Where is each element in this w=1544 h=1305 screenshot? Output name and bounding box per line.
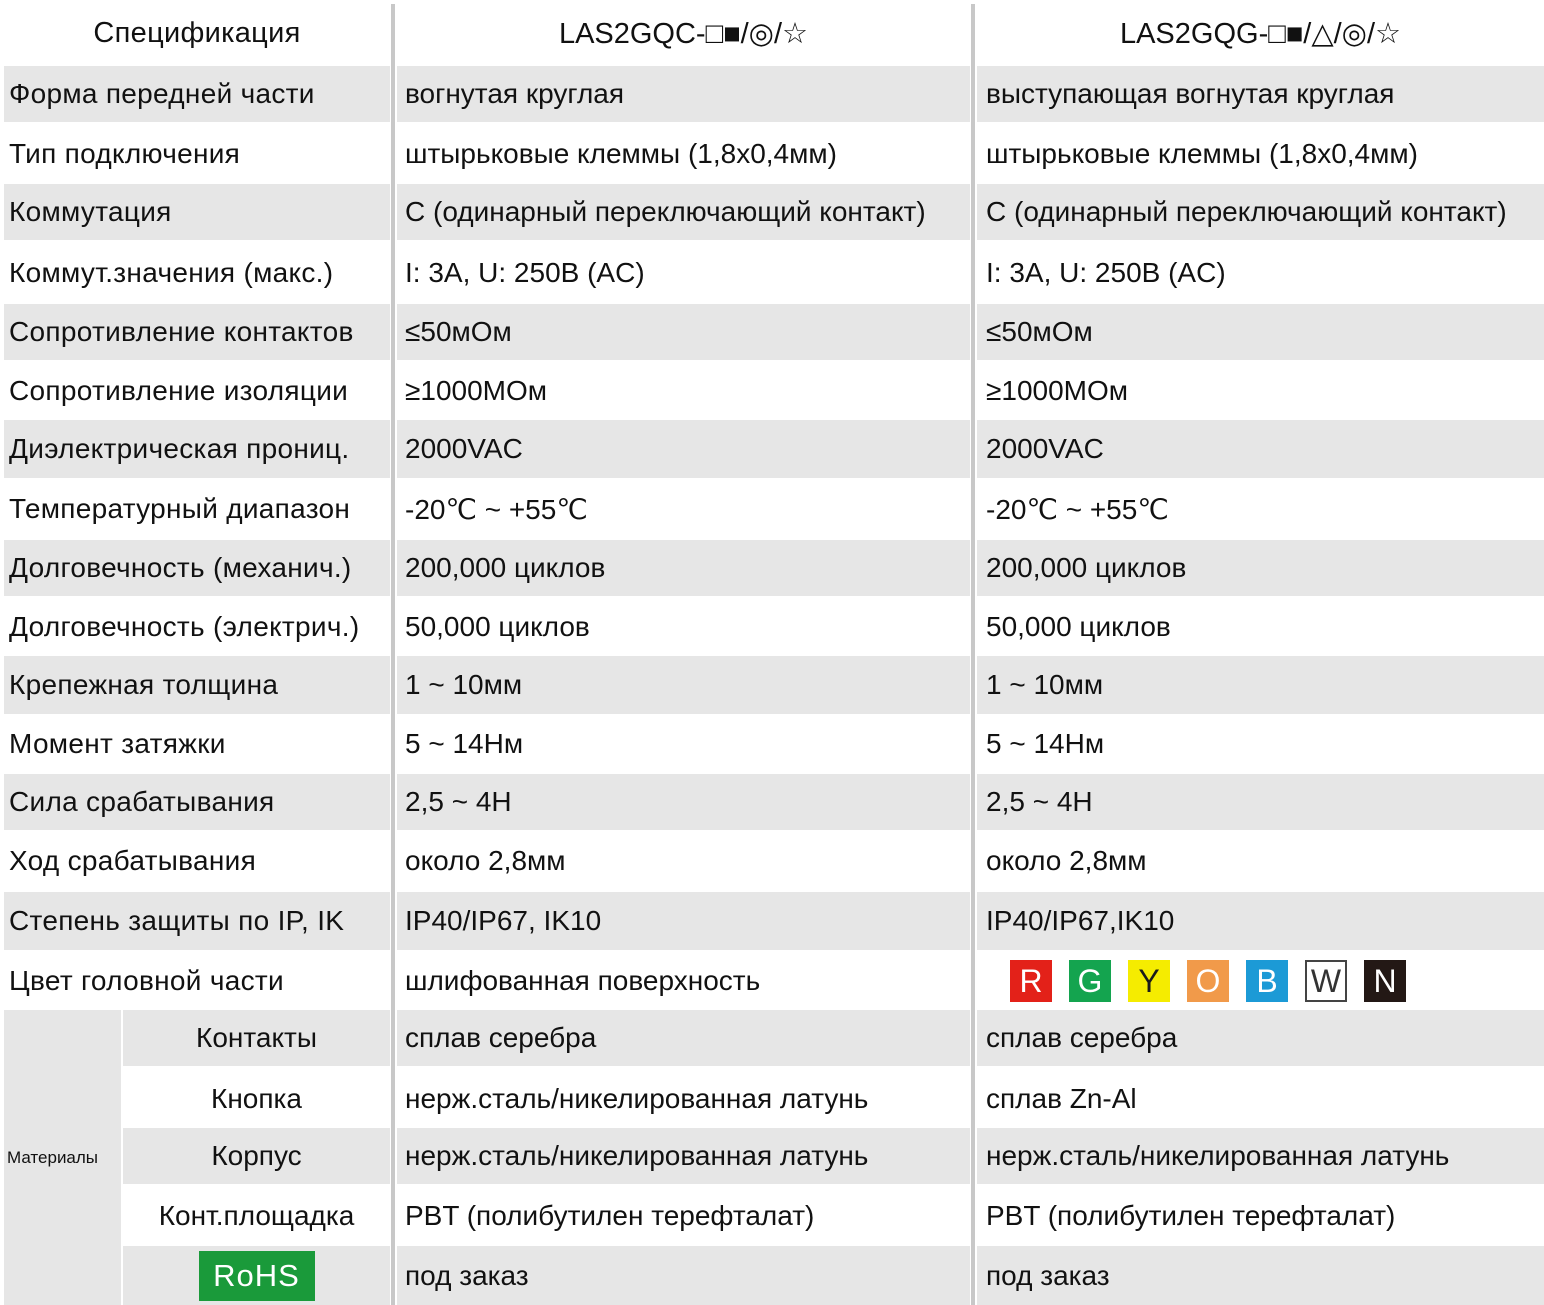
row-value-2: 50,000 циклов (986, 611, 1171, 642)
row-label: Форма передней части (4, 66, 390, 122)
head-color-swatches (977, 952, 1544, 1010)
row-value-2: -20℃ ~ +55℃ (986, 493, 1169, 525)
column-divider (971, 4, 975, 1305)
material-label: Кнопка (211, 1083, 302, 1114)
table-row (0, 304, 1544, 360)
row-label: Сила срабатывания (4, 774, 390, 830)
row-value-1: штырьковые клеммы (1,8х0,4мм) (405, 138, 837, 169)
color-swatch-r: R (1010, 960, 1052, 1002)
materials-row (0, 1010, 1544, 1066)
row-value-1: 1 ~ 10мм (397, 656, 970, 714)
row-label: Ход срабатывания (9, 845, 257, 876)
header-model-1: LAS2GQC-□■/◎/☆ (558, 17, 809, 50)
material-value-2: нерж.сталь/никелированная латунь (977, 1128, 1544, 1184)
table-row (0, 952, 1544, 1010)
row-value-2: I: 3A, U: 250B (AC) (986, 257, 1226, 288)
color-swatch-g: G (1069, 960, 1111, 1002)
row-label: Температурный диапазон (9, 493, 351, 524)
row-value-2: 2,5 ~ 4Н (977, 774, 1544, 830)
table-header (0, 4, 1544, 62)
row-label: Степень защиты по IP, IK (4, 892, 390, 950)
row-label: Коммут.значения (макс.) (9, 257, 334, 288)
materials-group-label: Материалы (4, 1010, 121, 1305)
color-swatch-w: W (1305, 960, 1347, 1002)
material-label: Конт.площадка (158, 1200, 355, 1231)
table-row (0, 540, 1544, 596)
material-value-2: сплав серебра (977, 1010, 1544, 1066)
row-value-2: 5 ~ 14Нм (986, 728, 1105, 759)
rohs-row (0, 1246, 1544, 1305)
material-value-1: PBT (полибутилен терефталат) (405, 1200, 815, 1231)
row-value-2: 2000VAC (977, 420, 1544, 478)
material-value-1: нерж.сталь/никелированная латунь (405, 1083, 869, 1114)
table-row (0, 420, 1544, 478)
color-swatch-list (986, 960, 1406, 1002)
row-value-2: ≤50мОм (977, 304, 1544, 360)
row-label: Диэлектрическая прониц. (4, 420, 390, 478)
color-swatch-o: O (1187, 960, 1229, 1002)
row-label: Сопротивление изоляции (9, 375, 349, 406)
table-row (0, 126, 1544, 182)
table-row (0, 656, 1544, 714)
column-divider (391, 4, 395, 1305)
row-value-1: около 2,8мм (405, 845, 566, 876)
row-label: Момент затяжки (9, 728, 226, 759)
row-value-1: вогнутая круглая (397, 66, 970, 122)
materials-row (0, 1188, 1544, 1244)
row-label: Долговечность (механич.) (4, 540, 390, 596)
color-swatch-b: B (1246, 960, 1288, 1002)
table-row (0, 832, 1544, 890)
material-value-2: PBT (полибутилен терефталат) (986, 1200, 1396, 1231)
material-label: Контакты (123, 1010, 390, 1066)
row-value-1: ≤50мОм (397, 304, 970, 360)
row-value-2: С (одинарный переключающий контакт) (977, 184, 1544, 240)
color-swatch-y: Y (1128, 960, 1170, 1002)
row-value-1: 50,000 циклов (405, 611, 590, 642)
material-value-1: нерж.сталь/никелированная латунь (397, 1128, 970, 1184)
material-value-1: сплав серебра (397, 1010, 970, 1066)
rohs-value-1: под заказ (397, 1246, 970, 1305)
table-row (0, 362, 1544, 420)
table-row (0, 66, 1544, 122)
row-value-2: ≥1000МОм (986, 375, 1129, 406)
table-row (0, 892, 1544, 950)
row-value-1: IP40/IP67, IK10 (397, 892, 970, 950)
row-value-1: I: 3A, U: 250B (AC) (405, 257, 645, 288)
table-row (0, 774, 1544, 830)
row-value-2: около 2,8мм (986, 845, 1147, 876)
rohs-value-2: под заказ (977, 1246, 1544, 1305)
row-value-2: 1 ~ 10мм (977, 656, 1544, 714)
materials-row (0, 1070, 1544, 1128)
row-label: Сопротивление контактов (4, 304, 390, 360)
header-spec: Спецификация (93, 16, 301, 49)
row-value-1: 5 ~ 14Нм (405, 728, 524, 759)
row-label: Крепежная толщина (4, 656, 390, 714)
table-row (0, 598, 1544, 656)
table-row (0, 480, 1544, 538)
row-value-1: ≥1000МОм (405, 375, 548, 406)
row-value-1: -20℃ ~ +55℃ (405, 493, 588, 525)
row-value-1: 2,5 ~ 4Н (397, 774, 970, 830)
row-value-2: выступающая вогнутая круглая (977, 66, 1544, 122)
row-value-1: 2000VAC (397, 420, 970, 478)
rohs-badge: RoHS (199, 1251, 315, 1301)
row-label: Коммутация (4, 184, 390, 240)
row-value-1: шлифованная поверхность (405, 965, 761, 996)
row-value-1: С (одинарный переключающий контакт) (397, 184, 970, 240)
row-label: Долговечность (электрич.) (9, 611, 360, 642)
row-label: Цвет головной части (9, 965, 284, 996)
row-label: Тип подключения (9, 138, 241, 169)
table-row (0, 184, 1544, 240)
row-value-2: штырьковые клеммы (1,8х0,4мм) (986, 138, 1418, 169)
header-model-2: LAS2GQG-□■/△/◎/☆ (1119, 17, 1402, 50)
material-label: Корпус (123, 1128, 390, 1184)
row-value-2: IP40/IP67,IK10 (977, 892, 1544, 950)
rohs-cell (123, 1246, 390, 1305)
color-swatch-n: N (1364, 960, 1406, 1002)
table-row (0, 244, 1544, 302)
row-value-1: 200,000 циклов (397, 540, 970, 596)
row-value-2: 200,000 циклов (977, 540, 1544, 596)
material-value-2: сплав Zn-Al (986, 1083, 1137, 1114)
materials-row (0, 1128, 1544, 1184)
table-row (0, 716, 1544, 772)
